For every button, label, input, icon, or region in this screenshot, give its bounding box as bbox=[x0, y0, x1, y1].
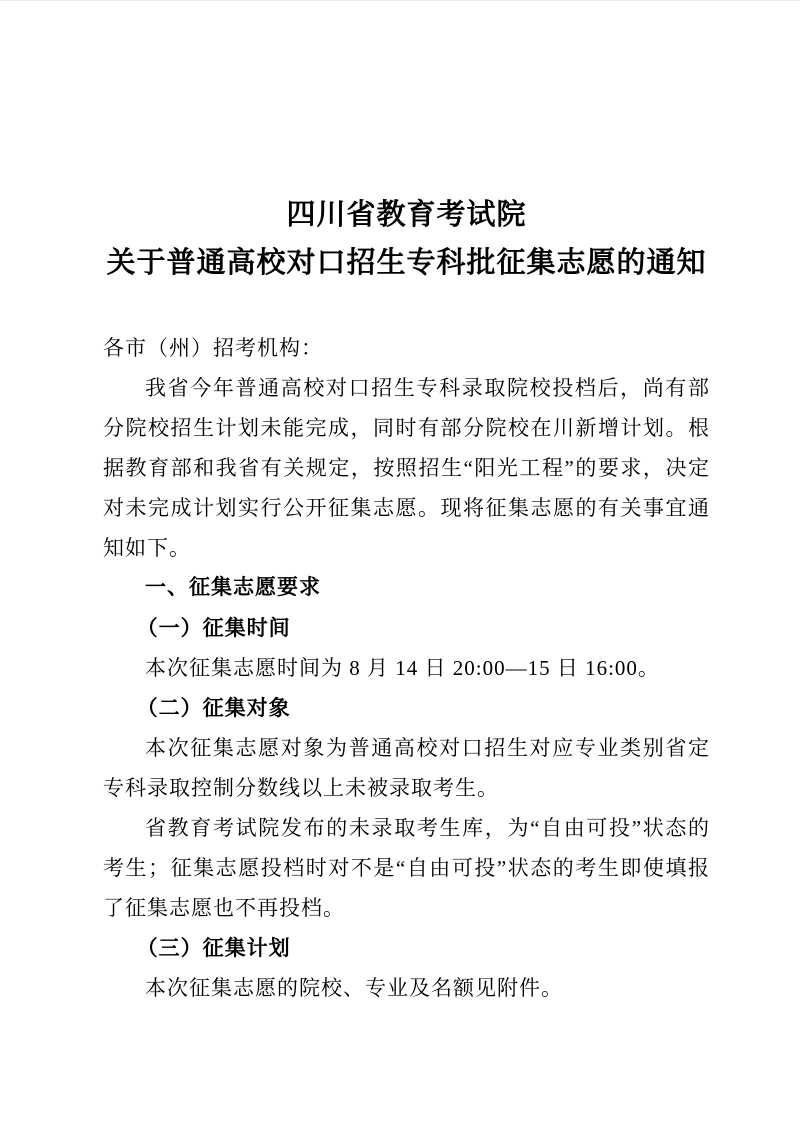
document-body bbox=[103, 328, 710, 1008]
subsection-heading-target: （二）征集对象 bbox=[136, 696, 291, 720]
paragraph-plan: 本次征集志愿的院校、专业及名额见附件。 bbox=[145, 976, 563, 1000]
document-title-line2: 关于普通高校对口招生专科批征集志愿的通知 bbox=[106, 247, 707, 279]
salutation: 各市（州）招考机构： bbox=[103, 336, 323, 360]
subsection-heading-time: （一）征集时间 bbox=[136, 616, 291, 640]
subsection-heading-plan: （三）征集计划 bbox=[136, 936, 291, 960]
section-heading-requirements: 一、征集志愿要求 bbox=[145, 576, 321, 599]
paragraph-target-2: 省教育考试院发布的未录取考生库，为“自由可投”状态的考生；征集志愿投档时对不是“自由可投”状态的考生即使填报了征集志愿也不再投档。 bbox=[103, 816, 710, 920]
document-title bbox=[103, 191, 710, 287]
intro-paragraph: 我省今年普通高校对口招生专科录取院校投档后，尚有部分院校招生计划未能完成，同时有部分院校在川新增计划。根据教育部和我省有关规定，按照招生“阳光工程”的要求，决定对未完成计划实行公开征集志愿。现将征集志愿的有关事宜通知如下。 bbox=[103, 376, 710, 560]
document-title-line1: 四川省教育考试院 bbox=[286, 199, 527, 231]
paragraph-target-1: 本次征集志愿对象为普通高校对口招生对应专业类别省定专科录取控制分数线以上未被录取考生。 bbox=[103, 736, 710, 800]
paragraph-time: 本次征集志愿时间为 8 月 14 日 20:00—15 日 16:00。 bbox=[145, 656, 660, 680]
